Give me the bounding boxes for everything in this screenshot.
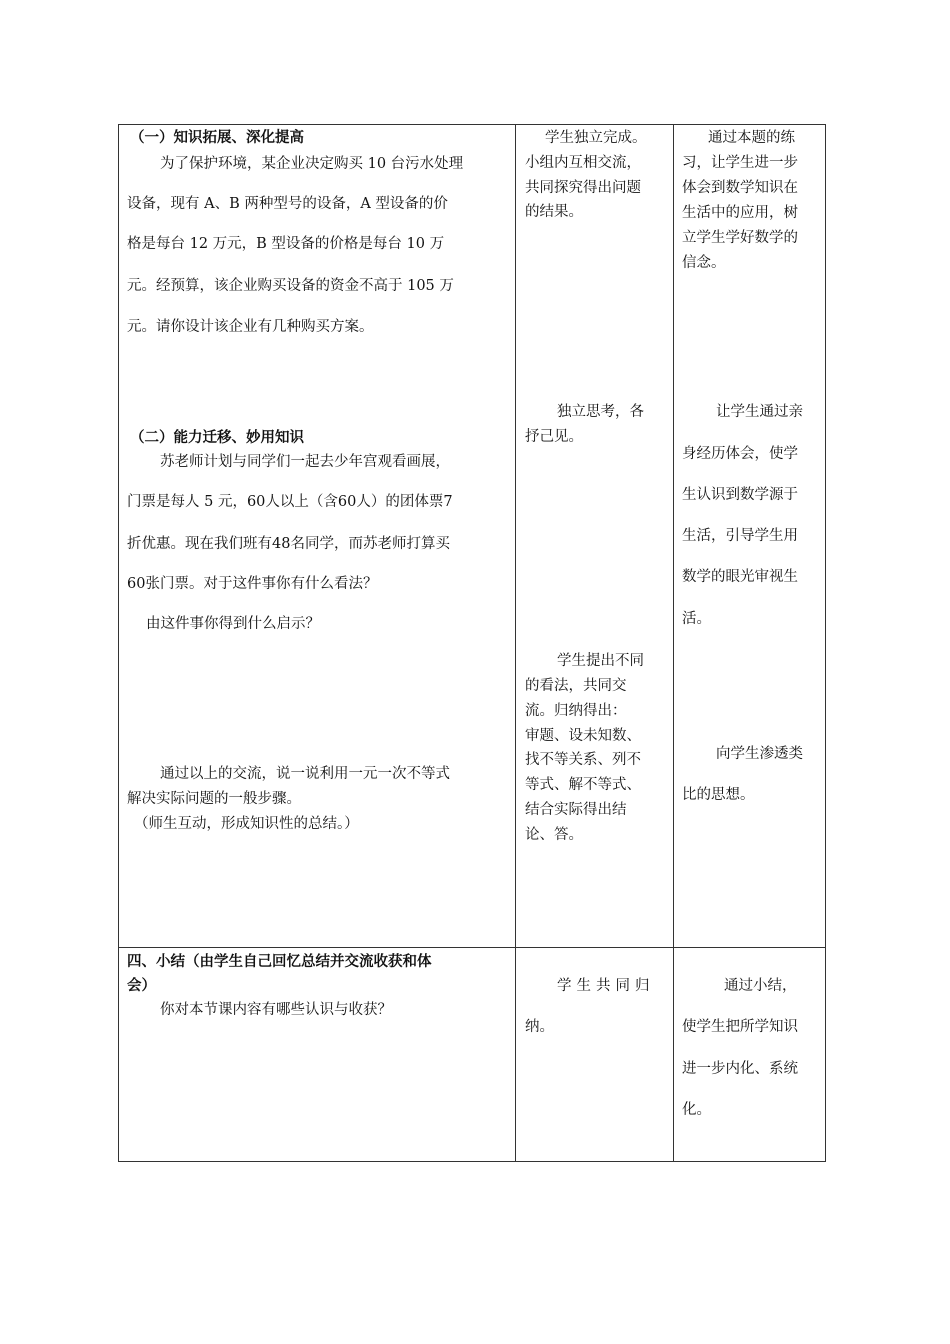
section1-intent-line: 立学生学好数学的 [682, 230, 798, 246]
summary-heading: 四、小结（由学生自己回忆总结并交流收获和体 [127, 953, 432, 970]
section2-student-line: 抒己见。 [525, 429, 583, 445]
section1-line: 元。经预算，该企业购买设备的资金不高于 105 万 [127, 278, 454, 294]
section1-student-line: 共同探究得出问题 [525, 180, 641, 196]
section2-intent-line: 身经历体会，使学 [682, 446, 798, 462]
summary-student-line: 学生共同归 [557, 978, 655, 994]
section2-intent-line: 生认识到数学源于 [682, 487, 798, 503]
section2-line: 门票是每人 5 元，60人以上（含60人）的团体票7 [127, 494, 453, 510]
section1-student-line: 学生独立完成。 [545, 130, 647, 146]
summary-intent-line: 化。 [682, 1102, 711, 1118]
section2-intent-line: 让学生通过亲 [716, 404, 803, 420]
section3-student-line: 的看法，共同交 [525, 678, 627, 694]
summary-intent-line: 进一步内化、系统 [682, 1061, 798, 1077]
section3-student-line: 结合实际得出结 [525, 802, 627, 818]
section2-intent-line: 活。 [682, 611, 711, 627]
section3-student-line: 学生提出不同 [557, 653, 644, 669]
section3-student-line: 流。归纳得出： [525, 703, 627, 719]
section1-line: 格是每台 12 万元，B 型设备的价格是每台 10 万 [127, 236, 445, 252]
summary-question: 你对本节课内容有哪些认识与收获？ [160, 1002, 392, 1018]
summary-intent-line: 通过小结， [724, 978, 797, 994]
section3-line: （师生互动，形成知识性的总结。） [134, 816, 359, 832]
section1-line: 设备，现有 A、B 两种型号的设备，A 型设备的价 [127, 196, 448, 212]
summary-intent-line: 使学生把所学知识 [682, 1019, 798, 1035]
section2-intent-line: 数学的眼光审视生 [682, 569, 798, 585]
section1-line: 为了保护环境，某企业决定购买 10 台污水处理 [160, 156, 464, 172]
section3-line: 通过以上的交流，说一说利用一元一次不等式 [160, 766, 450, 782]
section3-student-line: 找不等关系、列不 [525, 752, 641, 768]
section3-intent-line: 向学生渗透类 [716, 746, 803, 762]
section1-line: 元。请你设计该企业有几种购买方案。 [127, 319, 374, 335]
section2-line: 由这件事你得到什么启示？ [146, 616, 320, 632]
row-divider [119, 947, 825, 948]
section2-intent-line: 生活，引导学生用 [682, 528, 798, 544]
summary-student-line: 纳。 [525, 1019, 554, 1035]
section2-line: 60张门票。对于这件事你有什么看法？ [127, 576, 378, 592]
section3-student-line: 等式、解不等式、 [525, 777, 641, 793]
section1-intent-line: 体会到数学知识在 [682, 180, 798, 196]
section1-intent-line: 信念。 [682, 255, 726, 271]
section1-heading: （一）知识拓展、深化提高 [130, 129, 304, 146]
section1-intent-line: 生活中的应用，树 [682, 205, 798, 221]
section3-line: 解决实际问题的一般步骤。 [127, 791, 301, 807]
section1-intent-line: 通过本题的练 [708, 130, 795, 146]
section3-intent-line: 比的思想。 [682, 787, 755, 803]
section3-student-line: 审题、设未知数、 [525, 728, 641, 744]
summary-heading: 会） [127, 977, 156, 994]
section3-student-line: 论、答。 [525, 827, 583, 843]
section2-line: 折优惠。现在我们班有48名同学，而苏老师打算买 [127, 536, 450, 552]
section2-heading: （二）能力迁移、妙用知识 [130, 429, 304, 446]
section2-line: 苏老师计划与同学们一起去少年宫观看画展， [160, 454, 450, 470]
section1-student-line: 小组内互相交流， [525, 155, 641, 171]
section1-intent-line: 习，让学生进一步 [682, 155, 798, 171]
section1-student-line: 的结果。 [525, 204, 583, 220]
section2-student-line: 独立思考，各 [557, 404, 644, 420]
column-divider [673, 125, 674, 1161]
column-divider [515, 125, 516, 1161]
